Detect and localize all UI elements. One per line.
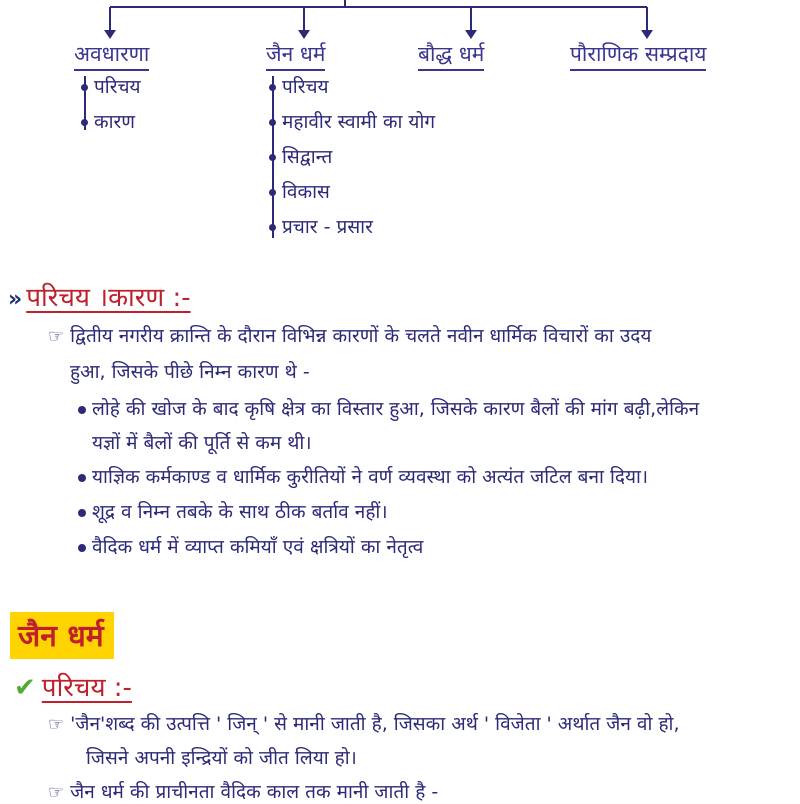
list-item: सिद्वान्त [272,142,435,177]
jain-sub-list [272,72,435,247]
section-heading-jain-dharm: जैन धर्म [10,612,114,659]
bullet-item: याज्ञिक कर्मकाण्ड व धार्मिक कुरीतियों ने वर्ण व्यवस्था को अत्यंत जटिल बना दिया। [78,463,648,489]
list-item: विकास [272,177,435,212]
list-item: प्रचार - प्रसार [272,212,435,247]
bullet-dot [269,154,276,161]
bullet-dot [269,189,276,196]
list-item: महावीर स्वामी का योग [272,107,435,142]
intro-line-2: हुआ, जिसके पीछे निम्न कारण थे - [70,361,310,383]
branch-title-pauranik-sampraday: पौराणिक सम्प्रदाय [570,40,706,71]
double-chevron-icon: » [8,287,23,312]
bullet-dot [269,84,276,91]
pointing-hand-icon: ☞ [48,782,65,803]
bullet-item: लोहे की खोज के बाद कृषि क्षेत्र का विस्तार हुआ, जिसके कारण बैलों की मांग बढ़ी,लेकिन [78,395,699,421]
list-item: कारण [84,107,141,142]
sub-heading-parichay: ✔ परिचय :- [14,673,132,703]
section-heading-parichay-karan: » परिचय ।कारण :- [8,283,191,313]
checkmark-icon: ✔ [14,673,36,703]
pointing-hand-icon: ☞ [48,326,65,347]
pointing-hand-icon: ☞ [48,714,65,735]
branch-title-avdharana: अवधारणा [74,40,149,71]
bullet-dot [269,119,276,126]
jain-intro-line-1: ☞ 'जैन'शब्द की उत्पत्ति ' जिन् ' से मानी जाती है, जिसका अर्थ ' विजेता ' अर्थात जैन वो हो, [48,713,680,735]
bullet-item: शूद्र व निम्न तबके के साथ ठीक बर्ताव नहीं। [78,498,388,524]
list-item: परिचय [272,72,435,107]
bullet-item-continuation: यज्ञों में बैलों की पूर्ति से कम थी। [92,432,312,454]
bullet-dot [78,406,86,414]
bullet-item: वैदिक धर्म में व्याप्त कमियाँ एवं क्षत्रियों का नेतृत्व [78,533,423,559]
intro-line-1: ☞ द्वितीय नगरीय क्रान्ति के दौरान विभिन्न कारणों के चलते नवीन धार्मिक विचारों का उदय [48,325,652,347]
jain-intro-line-3: ☞ जैन धर्म की प्राचीनता वैदिक काल तक मानी जाती है - [48,781,439,803]
jain-intro-line-2: जिसने अपनी इन्द्रियों को जीत लिया हो। [86,747,357,769]
bullet-dot [78,509,86,517]
branch-title-jain-dharm: जैन धर्म [266,40,325,71]
branch-title-bauddh-dharm: बौद्ध धर्म [418,40,484,71]
bullet-dot [78,544,86,552]
bullet-dot [81,119,88,126]
bullet-dot [269,224,276,231]
bullet-dot [78,474,86,482]
avdharana-sub-list [84,72,141,142]
list-item: परिचय [84,72,141,107]
bullet-dot [81,84,88,91]
